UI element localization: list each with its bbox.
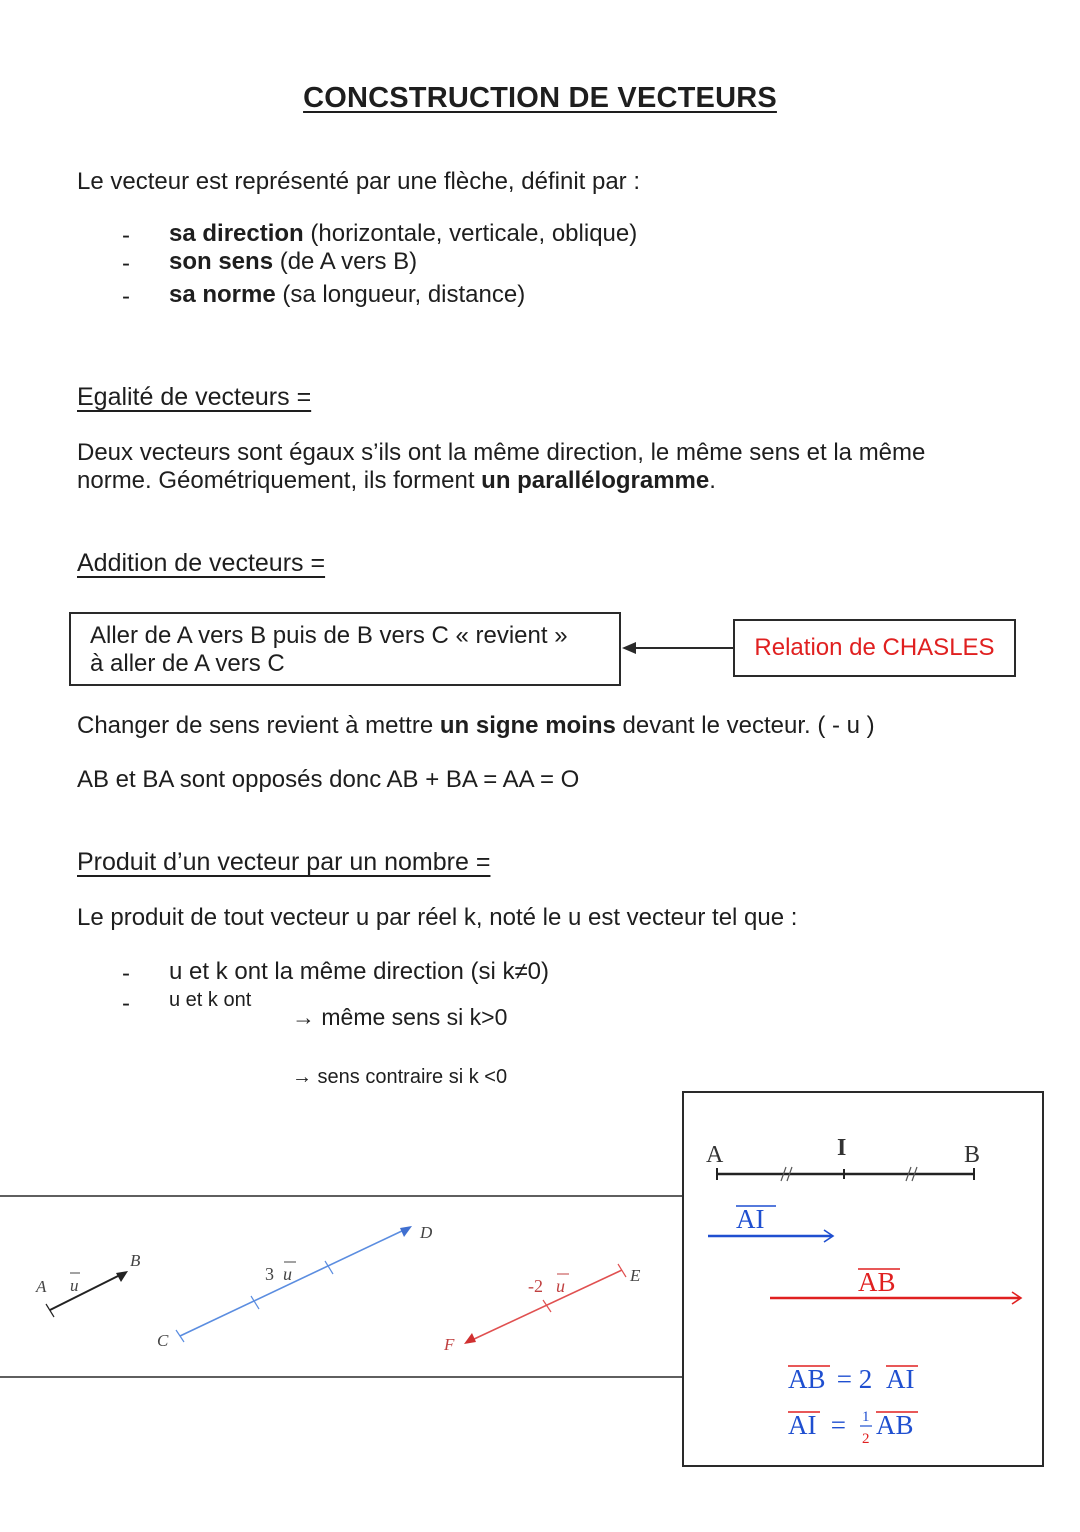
property-direction: sa direction (horizontale, verticale, oblique) <box>169 220 638 247</box>
property-sens: son sens (de A vers B) <box>169 248 418 275</box>
equation-ab-equals-2ai <box>788 1364 918 1394</box>
midpoint-figure <box>684 1093 1042 1465</box>
equality-line-1: Deux vecteurs sont égaux s’ils ont la même direction, le même sens et la même <box>77 439 926 466</box>
label-u: u <box>70 1276 79 1295</box>
bullet: - <box>122 222 130 249</box>
label-f: F <box>444 1335 455 1354</box>
vector-u <box>46 1271 128 1317</box>
midpoint-figure-box <box>682 1091 1044 1467</box>
label-3u-vector: u <box>283 1264 292 1284</box>
eq2-ab: AB <box>876 1410 914 1440</box>
eq1-ai: AI <box>886 1364 915 1394</box>
product-intro: Le produit de tout vecteur u par réel k, noté le u est vecteur tel que : <box>77 904 798 931</box>
label-minus-2u-vector: u <box>556 1276 565 1296</box>
label-minus-2u-coefficient: -2 <box>528 1276 543 1296</box>
label-b: B <box>964 1142 981 1168</box>
label-3u-coefficient: 3 <box>265 1264 274 1284</box>
label-i: I <box>837 1135 847 1161</box>
section-heading-product: Produit d’un vecteur par un nombre = <box>77 848 491 876</box>
label-a: A <box>36 1277 47 1296</box>
eq2-ai: AI <box>788 1410 817 1440</box>
page-title: CONCSTRUCTION DE VECTEURS <box>303 82 777 114</box>
bullet: - <box>122 250 130 277</box>
vector-3u <box>176 1226 412 1342</box>
eq2-mid: = <box>824 1410 853 1440</box>
product-item-1: u et k ont la même direction (si k≠0) <box>169 958 549 985</box>
section-heading-equality: Egalité de vecteurs = <box>77 383 312 411</box>
intro-text: Le vecteur est représenté par une flèche, définit par : <box>77 168 641 195</box>
sign-text: Changer de sens revient à mettre un signe moins devant le vecteur. ( - u ) <box>77 712 875 739</box>
property-norme: sa norme (sa longueur, distance) <box>169 281 526 308</box>
bullet: - <box>122 990 130 1017</box>
product-item-2: u et k ont <box>169 989 252 1011</box>
chasles-description-box <box>69 612 621 686</box>
label-a: A <box>706 1142 724 1168</box>
vector-minus-2u <box>464 1264 626 1344</box>
label-d: D <box>420 1223 433 1242</box>
same-sense-text: → même sens si k>0 <box>292 1004 508 1030</box>
label-vector-ai: AI <box>736 1204 765 1234</box>
contrary-sense-text: → sens contraire si k <0 <box>292 1066 508 1088</box>
label-b: B <box>130 1251 141 1270</box>
section-heading-addition: Addition de vecteurs = <box>77 549 326 577</box>
scalar-multiplication-figure <box>0 1190 684 1382</box>
arrow-to-box <box>620 638 736 658</box>
chasles-label: Relation de CHASLES <box>754 634 995 661</box>
equality-line-2: norme. Géométriquement, ils forment un parallélogramme. <box>77 467 716 494</box>
bullet: - <box>122 283 130 310</box>
opposite-text: AB et BA sont opposés donc AB + BA = AA = O <box>77 766 580 793</box>
label-e: E <box>630 1266 641 1285</box>
eq1-mid: = 2 <box>830 1364 879 1394</box>
equation-ai-equals-half-ab <box>788 1409 918 1447</box>
eq2-denominator: 2 <box>862 1431 870 1447</box>
label-c: C <box>157 1331 169 1350</box>
eq2-numerator: 1 <box>862 1409 870 1425</box>
chasles-box-line-2: à aller de A vers C <box>90 650 285 677</box>
label-vector-ab: AB <box>858 1267 896 1297</box>
eq1-ab: AB <box>788 1364 826 1394</box>
chasles-box-line-1: Aller de A vers B puis de B vers C « revient » <box>90 622 568 649</box>
bullet: - <box>122 960 130 987</box>
chasles-label-box <box>733 619 1016 677</box>
